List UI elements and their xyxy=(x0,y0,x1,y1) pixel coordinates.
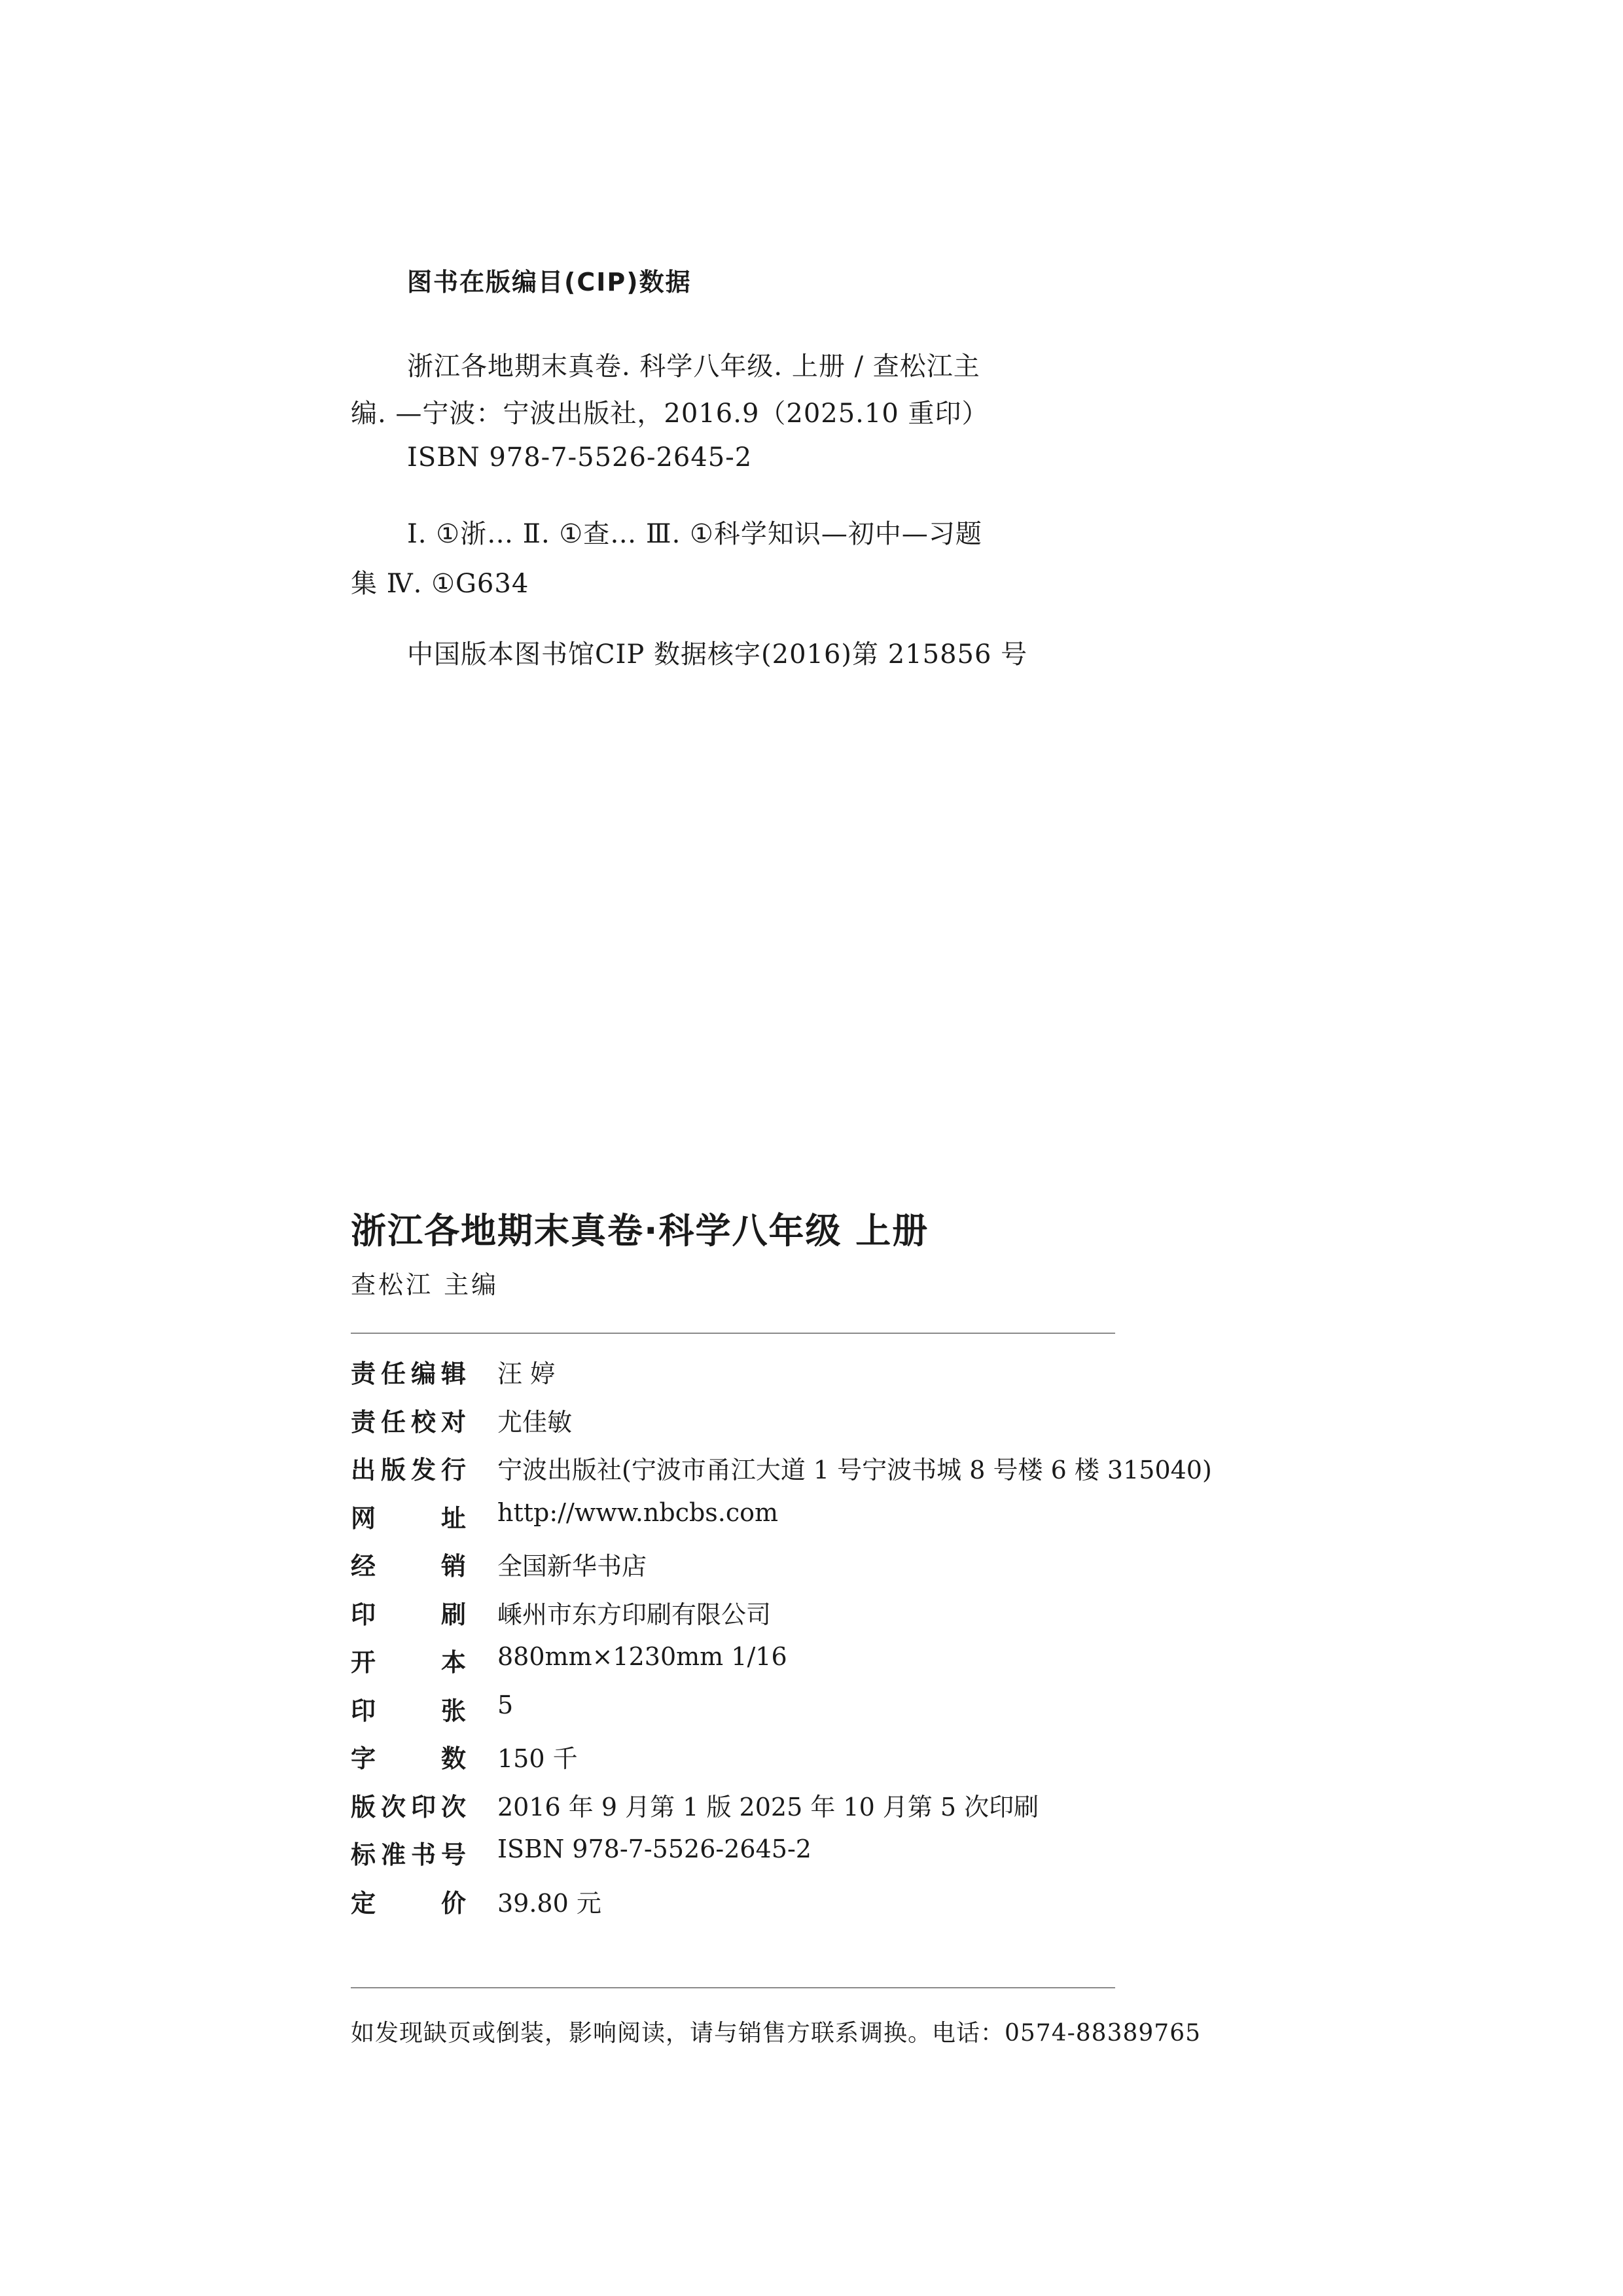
divider-bottom xyxy=(351,1987,1115,1988)
cip-line-title: 浙江各地期末真卷. 科学八年级. 上册 / 查松江主 xyxy=(407,351,980,382)
divider-top xyxy=(351,1333,1115,1334)
cip-line-classification-cont: 集 Ⅳ. ①G634 xyxy=(351,569,529,599)
info-value: 39.80 元 xyxy=(497,1888,601,1918)
cip-line-isbn: ISBN 978-7-5526-2645-2 xyxy=(407,442,753,473)
book-title: 浙江各地期末真卷·科学八年级 上册 xyxy=(351,1210,929,1251)
info-value: 5 xyxy=(497,1690,514,1719)
info-value: ISBN 978-7-5526-2645-2 xyxy=(497,1835,812,1863)
info-value: 嵊州市东方印刷有限公司 xyxy=(497,1600,772,1629)
info-label: 开本 xyxy=(351,1648,466,1677)
cip-line-classification: Ⅰ. ①浙… Ⅱ. ①查… Ⅲ. ①科学知识—初中—习题 xyxy=(407,519,982,549)
info-label: 定价 xyxy=(351,1888,466,1918)
info-label: 标准书号 xyxy=(351,1840,466,1869)
info-value: 尤佳敏 xyxy=(497,1407,573,1437)
info-label: 版次印次 xyxy=(351,1792,466,1821)
info-value: 汪 婷 xyxy=(497,1359,556,1388)
cip-heading: 图书在版编目(CIP)数据 xyxy=(407,268,692,296)
info-label: 网址 xyxy=(351,1503,466,1533)
info-label: 责任校对 xyxy=(351,1407,466,1437)
info-label: 出版发行 xyxy=(351,1456,466,1484)
info-value: http://www.nbcbs.com xyxy=(497,1498,779,1527)
footer-notice: 如发现缺页或倒装，影响阅读，请与销售方联系调换。电话：0574-88389765 xyxy=(351,2020,1202,2047)
book-editor: 查松江 主编 xyxy=(351,1270,499,1299)
cip-line-publisher: 编. —宁波：宁波出版社，2016.9（2025.10 重印） xyxy=(351,399,989,429)
info-label: 印刷 xyxy=(351,1600,466,1629)
info-value: 2016 年 9 月第 1 版 2025 年 10 月第 5 次印刷 xyxy=(497,1792,1039,1821)
info-value: 880mm×1230mm 1/16 xyxy=(497,1642,787,1671)
info-label: 字数 xyxy=(351,1744,466,1773)
info-value: 宁波出版社(宁波市甬江大道 1 号宁波书城 8 号楼 6 楼 315040) xyxy=(497,1456,1212,1484)
info-label: 经销 xyxy=(351,1552,466,1581)
cip-line-record-number: 中国版本图书馆CIP 数据核字(2016)第 215856 号 xyxy=(407,639,1028,670)
info-label: 责任编辑 xyxy=(351,1359,466,1388)
info-value: 全国新华书店 xyxy=(497,1552,647,1581)
info-value: 150 千 xyxy=(497,1744,578,1773)
info-label: 印张 xyxy=(351,1696,466,1725)
